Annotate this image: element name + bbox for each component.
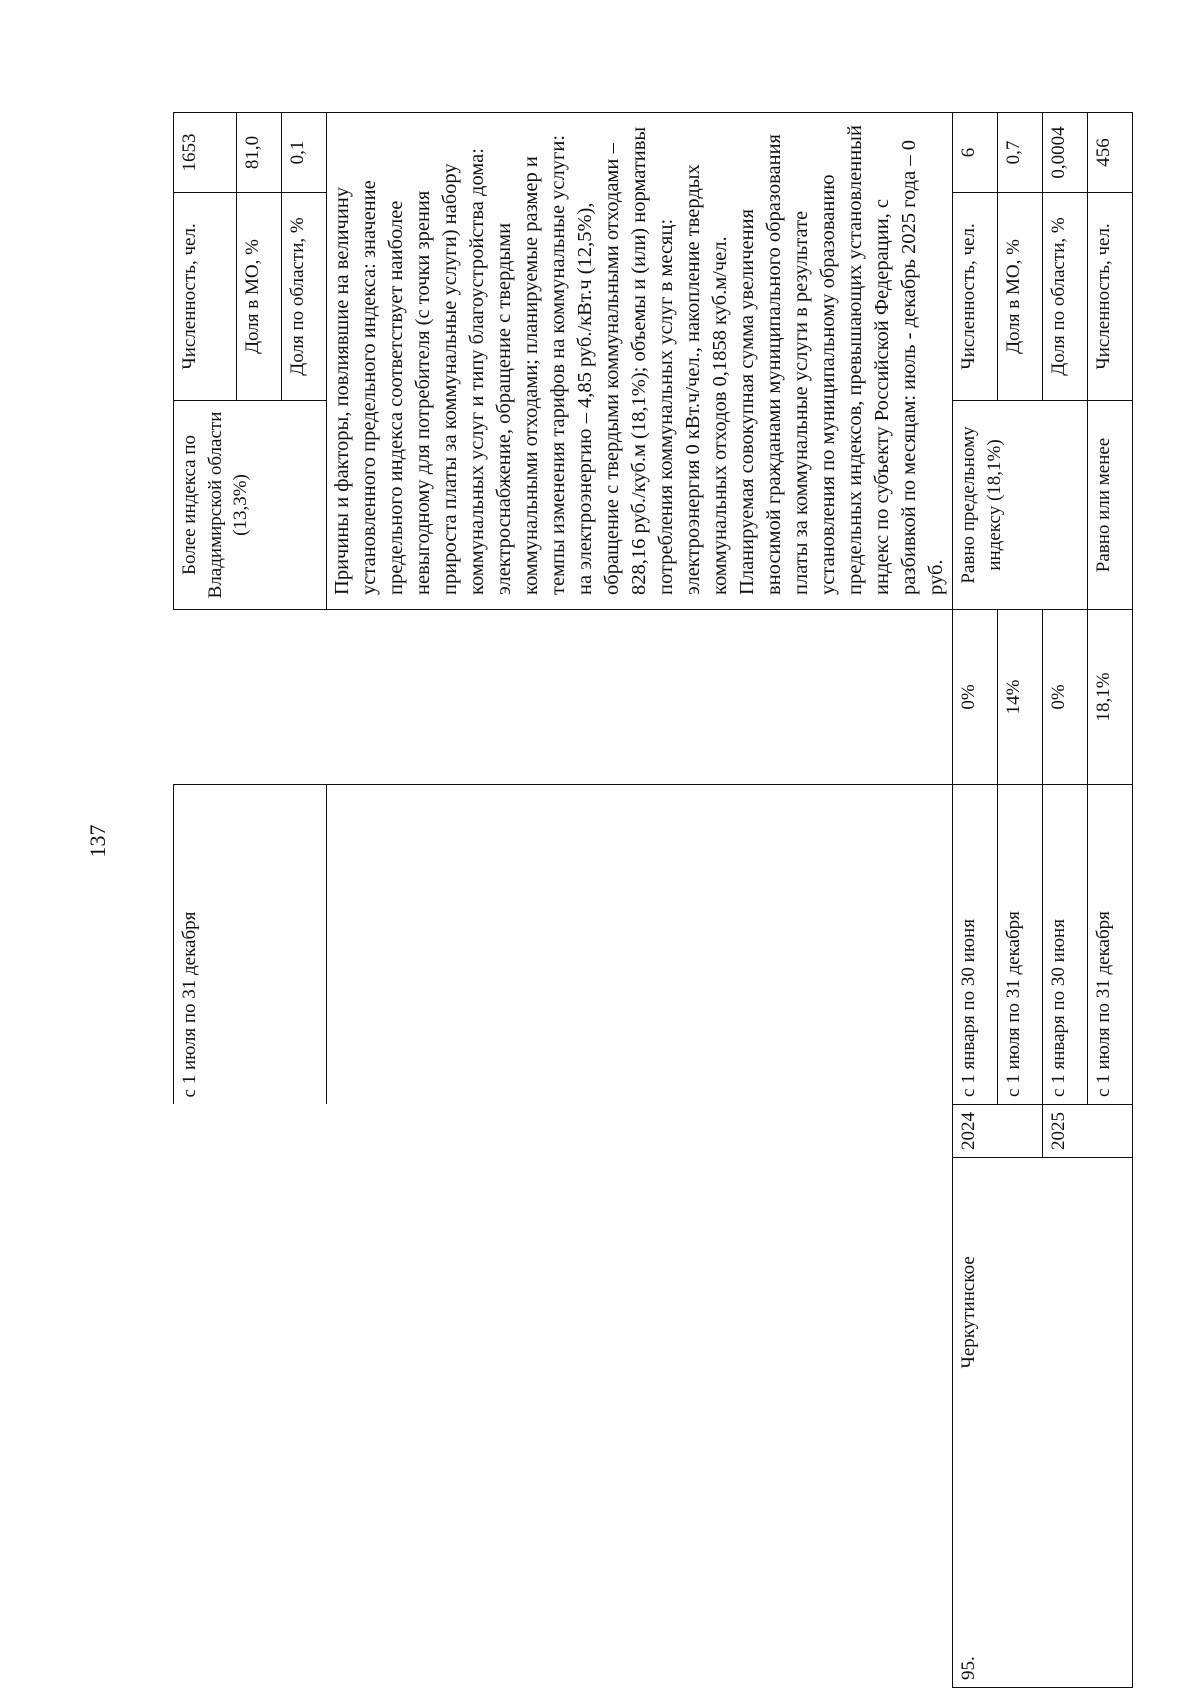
stat-label: Численность, чел. — [953, 192, 998, 400]
stat-label: Доля по области, % — [1043, 192, 1088, 400]
empty-cell — [1043, 400, 1088, 609]
index-cell: 0% — [953, 609, 998, 784]
stat-value: 0,1 — [282, 112, 327, 192]
period-cell: с 1 января по 30 июня — [953, 784, 998, 1104]
stat-value: 456 — [1088, 112, 1133, 192]
category-cell: Равно предельному индексу (18,1%) — [953, 400, 1043, 609]
period-cell: с 1 июля по 31 декабря — [998, 784, 1043, 1104]
stat-value: 0,7 — [998, 112, 1043, 192]
index-cell: 14% — [998, 609, 1043, 784]
empty-cell — [174, 609, 327, 784]
stat-value: 81,0 — [237, 112, 282, 192]
period-cell: с 1 июля по 31 декабря — [174, 784, 327, 1104]
year-cell — [998, 1104, 1043, 1157]
stat-label: Доля в МО, % — [998, 192, 1043, 400]
stat-label: Численность, чел. — [174, 192, 237, 400]
year-cell: 2024 — [953, 1104, 998, 1157]
reasons-text: Причины и факторы, повлиявшие на величину установленного предельного индекса: значение предельного индекса соответствует наиболее невыгодному для потребителя (с точки зрения прироста платы за коммунальные услуги) набору коммунальных услуг и типу благоустройства дома: электроснабжение, обращение с твердыми коммунальными отходами; планируемые размер и темпы изменения тарифов на коммунальные услуги: на электроэнергию – 4,85 руб./кВт.ч (12,5%), обращение с твердыми коммунальными отходами – 828,16 руб./куб.м (18,1%); объемы и (или) нормативы потребления коммунальных услуг в месяц: электроэнергия 0 кВт.ч/чел., накопление твердых коммунальных отходов 0,1858 куб.м/чел. Планируемая совокупная сумма увеличения вносимой гражданами муниципального образования платы за коммунальные услуги в результате установления по муниципальному образованию предельных индексов, превышающих установленный индекс по субъекту Российской Федерации, с разбивкой по месяцам: июль - декабрь 2025 года – 0 руб. — [327, 112, 953, 609]
stat-label: Доля в МО, % — [237, 192, 282, 400]
rotated-table-page — [173, 113, 1113, 1688]
index-cell: 18,1% — [1088, 609, 1133, 784]
entry-name: Черкутинское — [953, 1158, 1133, 1376]
empty-cell — [327, 784, 953, 1104]
table-row — [174, 112, 237, 1687]
index-table — [173, 112, 1133, 1688]
year-cell — [1088, 1104, 1133, 1157]
entry-number: 95. — [953, 1376, 1133, 1688]
empty-cell — [174, 1104, 953, 1687]
category-cell: Равно или менее — [1088, 400, 1133, 609]
stat-value: 1653 — [174, 112, 237, 192]
year-cell: 2025 — [1043, 1104, 1088, 1157]
category-cell: Более индекса по Владимирской области (13,3%) — [174, 400, 327, 609]
stat-label: Численность, чел. — [1088, 192, 1133, 400]
period-cell: с 1 января по 30 июня — [1043, 784, 1088, 1104]
stat-value: 6 — [953, 112, 998, 192]
stat-value: 0,0004 — [1043, 112, 1088, 192]
table-row — [953, 112, 998, 1687]
period-cell: с 1 июля по 31 декабря — [1088, 784, 1133, 1104]
stat-label: Доля по области, % — [282, 192, 327, 400]
empty-cell — [327, 609, 953, 784]
index-cell: 0% — [1043, 609, 1088, 784]
page-number: 137 — [85, 824, 110, 858]
